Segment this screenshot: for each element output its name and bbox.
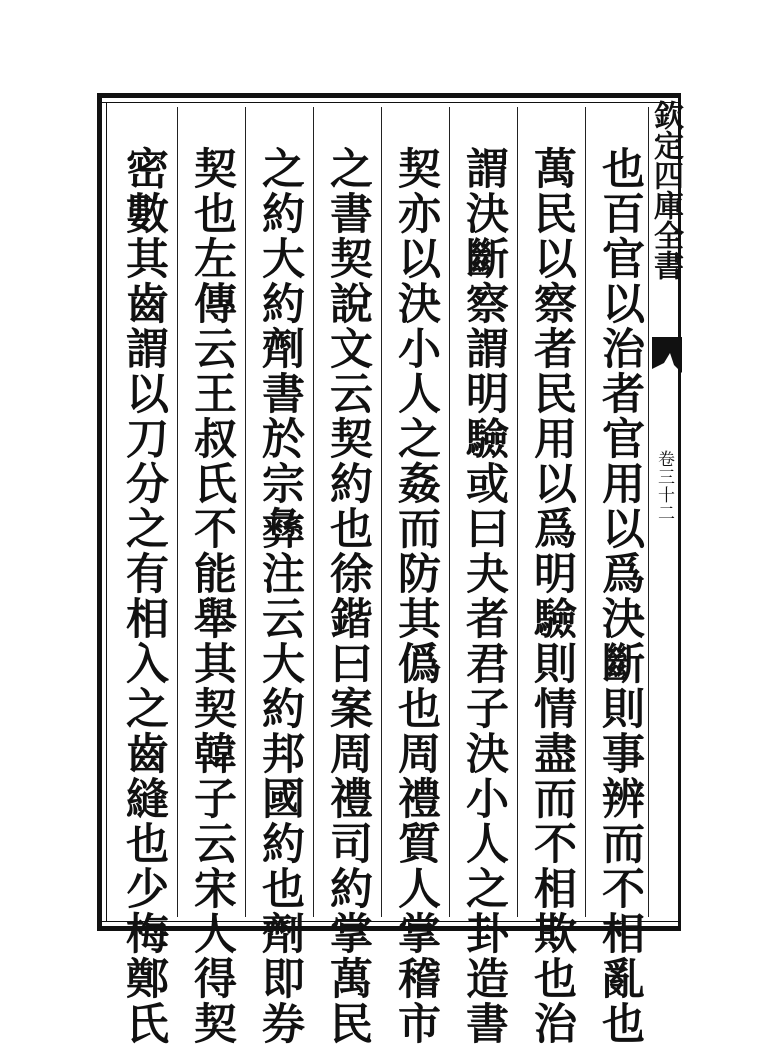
column-divider bbox=[245, 107, 246, 917]
volume-label: 卷三十二 bbox=[654, 450, 674, 522]
column-divider bbox=[381, 107, 382, 917]
text-column-2: 萬民以察者民用以爲明驗則情盡而不相欺也治 bbox=[527, 146, 577, 1046]
column-divider bbox=[585, 107, 586, 917]
page-border bbox=[97, 93, 681, 1046]
text-column-4: 契亦以決小人之姦而防其僞也周禮質人掌稽市 bbox=[391, 146, 441, 1046]
text-column-1: 也百官以治者官用以爲決斷則事辨而不相亂也 bbox=[595, 146, 645, 1046]
text-column-6: 之約大約劑書於宗彝注云大約邦國約也劑即券 bbox=[255, 146, 305, 1046]
text-column-3: 謂決斷察謂明驗或曰夬者君子決小人之卦造書 bbox=[459, 146, 509, 1046]
column-divider bbox=[449, 107, 450, 917]
column-divider bbox=[313, 107, 314, 917]
inner-border-left bbox=[106, 102, 107, 922]
column-divider bbox=[517, 107, 518, 917]
text-column-5: 之書契說文云契約也徐鍇曰案周禮司約掌萬民 bbox=[323, 146, 373, 1046]
text-column-7: 契也左傳云王叔氏不能舉其契韓子云宋人得契 bbox=[187, 146, 237, 1046]
text-column-8: 密數其齒謂以刀分之有相入之齒縫也少梅鄭氏 bbox=[119, 146, 169, 1046]
column-divider bbox=[177, 107, 178, 917]
inner-border-top bbox=[102, 102, 678, 103]
fish-tail-icon bbox=[650, 335, 684, 375]
book-title: 欽定四庫全書 bbox=[648, 100, 683, 280]
